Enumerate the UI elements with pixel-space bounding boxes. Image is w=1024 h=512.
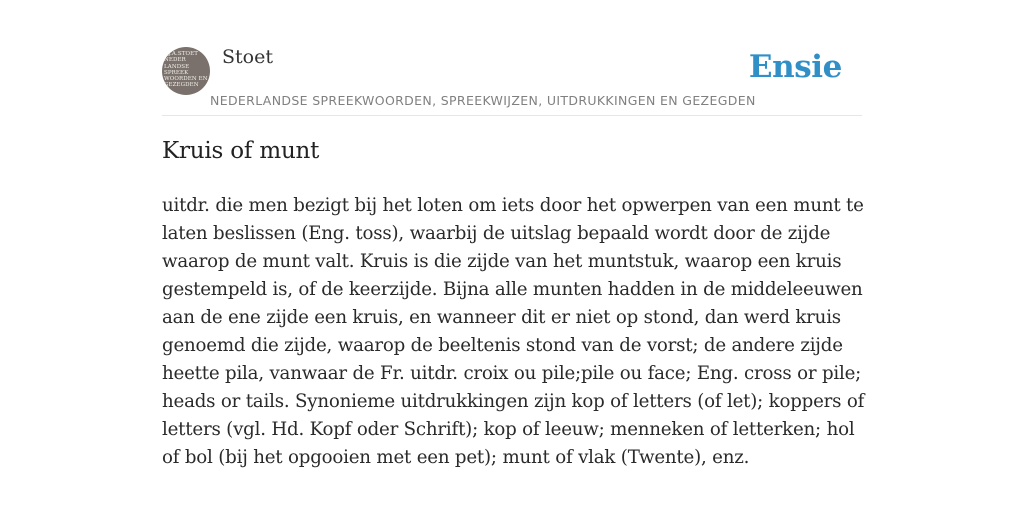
- entry-definition: uitdr. die men bezigt bij het loten om iets door het opwerpen van een munt te laten beslissen (Eng. toss), waarbij de uitslag bepaald wordt door de zijde waarop de munt valt. Kruis is die zijde van het muntstuk, waarop een kruis gestempeld is, of de keerzijde. Bijna alle munten hadden in de middeleeuwen aan de ene zijde een kruis, en wanneer dit er niet op stond, dan werd kruis genoemd die zijde, waarop de beeltenis stond van de vorst; de andere zijde heette pila, vanwaar de Fr. uitdr. croix ou pile;pile ou face; Eng. cross or pile; heads or tails. Synonieme uitdrukkingen zijn kop of letters (of let); koppers of letters (vgl. Hd. Kopf oder Schrift); kop of leeuw; menneken of letterken; hol of bol (bij het opgooien met een pet); munt of vlak (Twente), enz.: [162, 195, 865, 468]
- brand-logo[interactable]: Ensie: [748, 49, 842, 85]
- author-avatar[interactable]: [162, 47, 210, 95]
- header-divider: [162, 115, 862, 116]
- source-subtitle[interactable]: NEDERLANDSE SPREEKWOORDEN, SPREEKWIJZEN, UITDRUKKINGEN EN GEZEGDEN: [210, 93, 756, 108]
- author-name[interactable]: Stoet: [222, 46, 273, 68]
- entry-title: Kruis of munt: [162, 138, 320, 164]
- avatar-book-cover-text: KJ.A.STOET NEDER LANDSE SPREEK WOORDEN EN GEZEGDEN: [164, 51, 208, 89]
